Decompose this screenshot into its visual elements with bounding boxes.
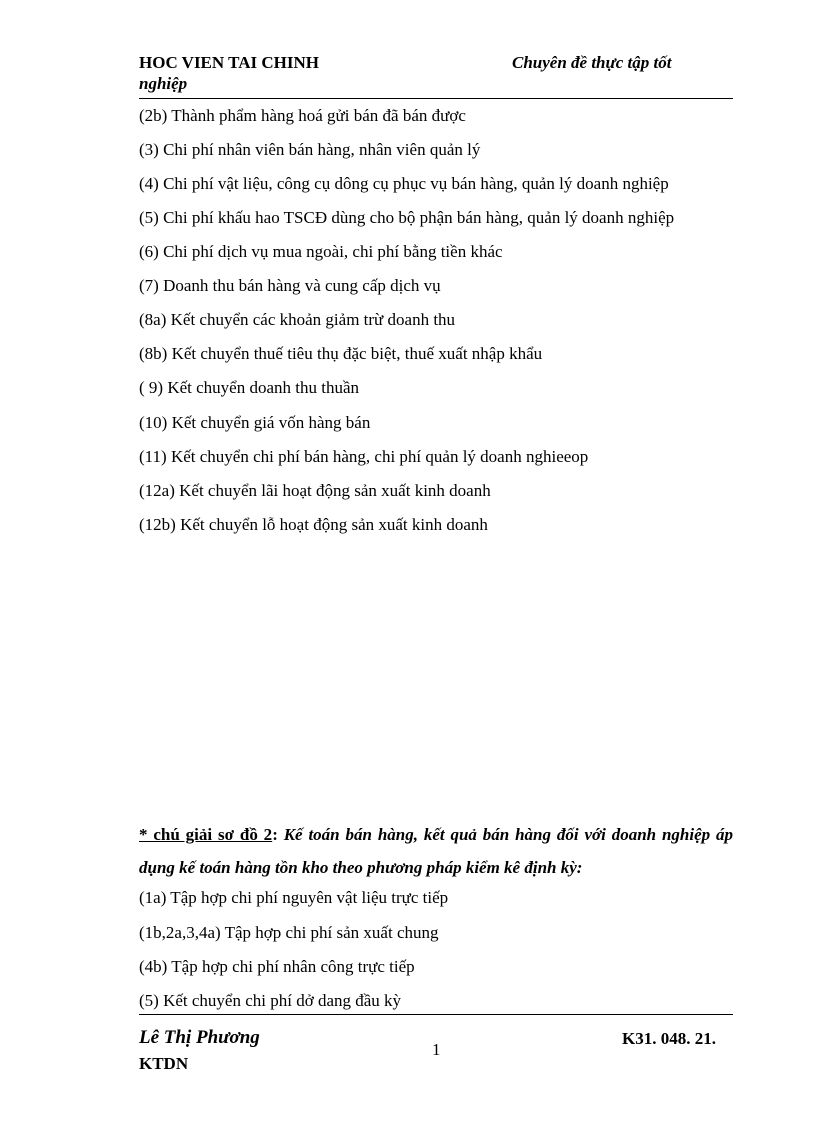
caption-lead: * chú giải sơ đồ 2 (139, 825, 273, 844)
legend-line: (8b) Kết chuyển thuế tiêu thụ đặc biệt, thuế xuất nhập khẩu (139, 344, 543, 363)
legend-line: (8a) Kết chuyển các khoản giảm trừ doanh thu (139, 310, 456, 329)
footer-unit: KTDN (139, 1054, 189, 1073)
page-number: 1 (432, 1040, 441, 1059)
page-header (139, 52, 733, 98)
legend-line: ( 9) Kết chuyển doanh thu thuần (139, 378, 359, 397)
legend-line: (4) Chi phí vật liệu, công cụ dông cụ phục vụ bán hàng, quản lý doanh nghiệp (139, 174, 669, 193)
legend-line: (1a) Tập hợp chi phí nguyên vật liệu trực tiếp (139, 888, 449, 907)
header-title-continuation: nghiệp (139, 74, 188, 93)
footer-author: Lê Thị Phương (139, 1027, 260, 1048)
caption-text: Kế toán bán hàng, kết quả bán hàng đối với doanh nghiệp áp dụng kế toán hàng tồn kho theo phương pháp kiểm kê định kỳ: (139, 825, 733, 877)
diagram-caption (139, 818, 733, 884)
legend-line: (1b,2a,3,4a) Tập hợp chi phí sản xuất chung (139, 923, 439, 942)
footer-code: K31. 048. 21. (622, 1029, 716, 1048)
header-divider (139, 98, 733, 99)
legend-line: (4b) Tập hợp chi phí nhân công trực tiếp (139, 957, 415, 976)
legend-line: (5) Chi phí khấu hao TSCĐ dùng cho bộ phận bán hàng, quản lý doanh nghiệp (139, 208, 675, 227)
header-title: Chuyên đề thực tập tốt (512, 53, 672, 72)
legend-line: (5) Kết chuyển chi phí dở dang đầu kỳ (139, 991, 402, 1010)
legend-line: (10) Kết chuyển giá vốn hàng bán (139, 413, 371, 432)
legend-line: (11) Kết chuyển chi phí bán hàng, chi phí quản lý doanh nghieeop (139, 447, 589, 466)
legend-line: (6) Chi phí dịch vụ mua ngoài, chi phí bằng tiền khác (139, 242, 503, 261)
legend-line: (7) Doanh thu bán hàng và cung cấp dịch vụ (139, 276, 441, 295)
header-institution: HOC VIEN TAI CHINH (139, 53, 319, 72)
legend-line: (12b) Kết chuyển lỗ hoạt động sản xuất kinh doanh (139, 515, 488, 534)
legend-line: (3) Chi phí nhân viên bán hàng, nhân viên quản lý (139, 140, 481, 159)
caption-colon: : (272, 825, 278, 844)
footer-divider (139, 1014, 733, 1015)
legend-line: (12a) Kết chuyển lãi hoạt động sản xuất kinh doanh (139, 481, 491, 500)
legend-line: (2b) Thành phẩm hàng hoá gửi bán đã bán được (139, 106, 466, 125)
